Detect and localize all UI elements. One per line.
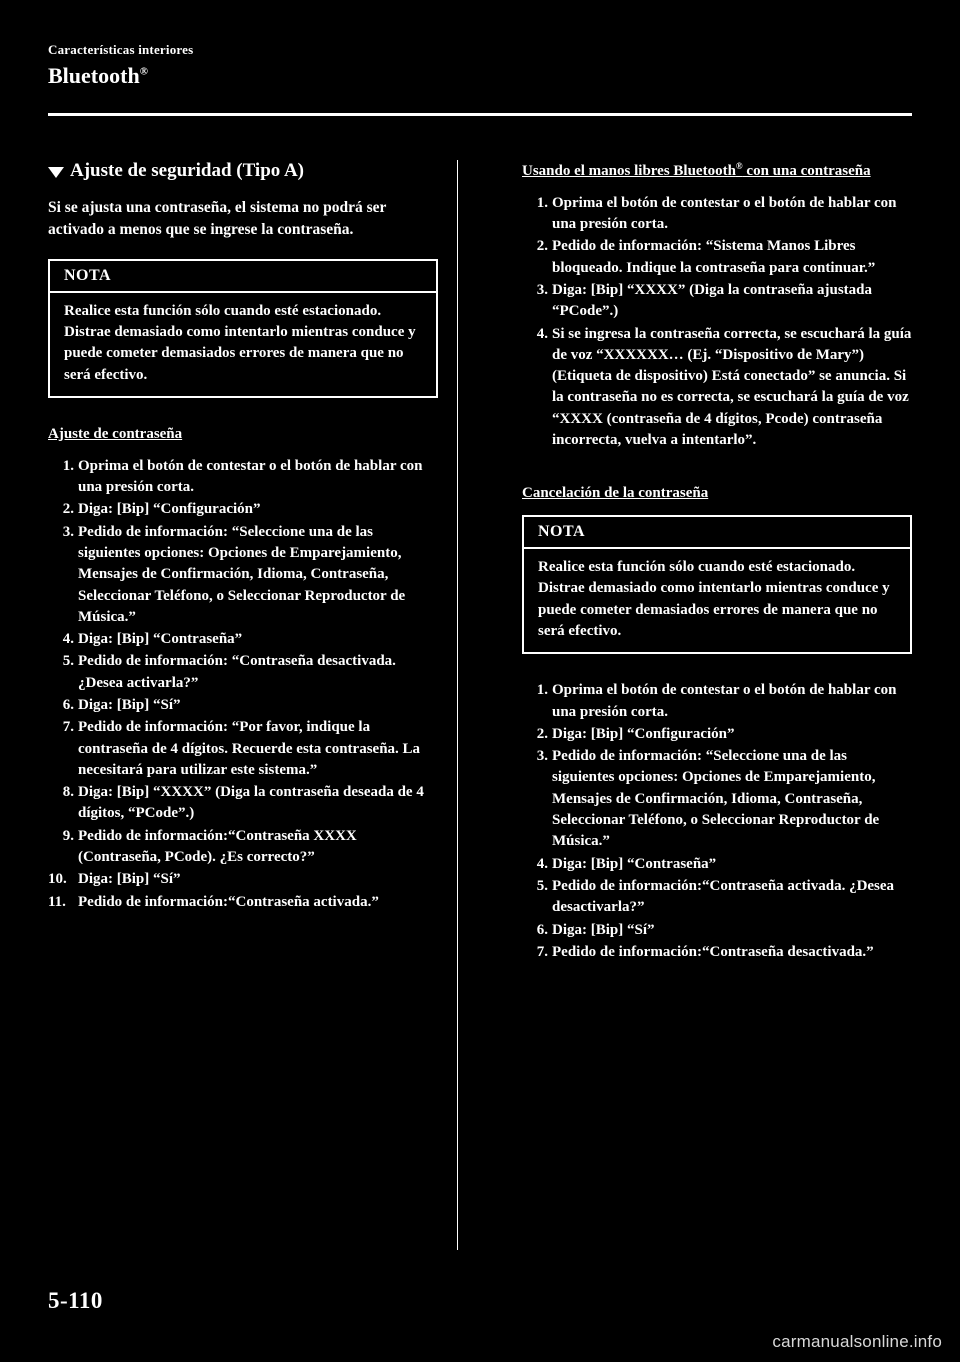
list-item [522, 324, 912, 452]
list-item [48, 869, 438, 890]
list-item [522, 746, 912, 852]
note-box-left [48, 259, 438, 398]
step-text: Diga: [Bip] “Configuración” [78, 501, 261, 518]
step-number: 6. [536, 921, 548, 938]
column-divider [457, 160, 458, 1250]
list-item [48, 522, 438, 628]
step-number: 9. [62, 827, 74, 844]
step-number: 5. [62, 653, 74, 670]
step-text: Pedido de información: “Contraseña desactivada. ¿Desea activarla?” [78, 653, 396, 691]
list-item [522, 280, 912, 323]
step-text: Diga: [Bip] “Contraseña” [78, 631, 243, 648]
step-number: 4. [536, 855, 548, 872]
list-item [48, 826, 438, 869]
list-item [48, 499, 438, 520]
step-number: 2. [536, 238, 548, 255]
page-title-text: Bluetooth [48, 62, 140, 88]
page-header [48, 42, 912, 88]
page-number: 5-110 [48, 1288, 103, 1313]
steps-list-password-setup [48, 456, 438, 913]
section-heading [48, 160, 438, 183]
step-text: Pedido de información:“Contraseña activada.” [78, 893, 379, 910]
step-text: Pedido de información:“Contraseña XXXX (Contraseña, PCode). ¿Es correcto?” [78, 827, 357, 866]
step-number: 2. [62, 501, 74, 518]
step-number: 6. [62, 697, 74, 713]
step-text: Diga: [Bip] “Configuración” [552, 725, 735, 742]
step-text: Pedido de información: “Sistema Manos Libres bloqueado. Indique la contraseña para continuar.” [552, 238, 876, 276]
step-text: Diga: [Bip] “XXXX” (Diga la contraseña ajustada “PCode”.) [552, 281, 872, 320]
subsection-heading-password-cancel: Cancelación de la contraseña [522, 485, 709, 502]
list-item [48, 456, 438, 499]
page-title [48, 64, 912, 88]
step-text: Diga: [Bip] “Contraseña” [552, 855, 717, 872]
right-column [522, 160, 912, 979]
step-text: Diga: [Bip] “Sí” [78, 871, 181, 888]
triangle-bullet-icon [48, 167, 64, 178]
step-number: 3. [536, 748, 548, 765]
list-item [522, 942, 912, 963]
list-item [522, 854, 912, 875]
step-number: 3. [62, 523, 74, 540]
registered-mark-icon: ® [139, 65, 148, 78]
step-number: 1. [536, 194, 548, 211]
note-body: Realice esta función sólo cuando esté estacionado. Distrae demasiado como intentarlo mientras conduce y puede cometer demasiados errores de manera que no será efectivo. [538, 559, 890, 639]
subsection-heading-handsfree-password [522, 160, 912, 183]
step-number: 2. [536, 725, 548, 742]
step-number: 7. [62, 719, 74, 736]
steps-list-password-cancel [522, 680, 912, 963]
step-text: Oprima el botón de contestar o el botón de hablar con una presión corta. [552, 682, 897, 720]
step-number: 4. [536, 325, 548, 342]
left-column [48, 160, 438, 929]
step-number: 11. [48, 893, 66, 910]
list-item [48, 782, 438, 825]
section-heading-label: Ajuste de seguridad (Tipo A) [70, 160, 305, 181]
list-item [522, 876, 912, 919]
step-text: Si se ingresa la contraseña correcta, se escuchará la guía de voz “XXXXXX… (Ej. “Dispositivo de Mary”) (Etiqueta de dispositivo) Está conectado” se anuncia. Si la contraseña no es correcta, se escuchará la guía de voz “XXXX (contraseña de 4 dígitos, Pcode) contraseña incorrecta, vuelva a intentarlo”. [552, 325, 912, 449]
step-text: Diga: [Bip] “Sí” [78, 697, 181, 713]
step-number: 8. [62, 784, 74, 801]
header-kicker: Características interiores [48, 42, 194, 57]
subsection-heading-text: Usando el manos libres Bluetooth [522, 163, 736, 179]
intro-paragraph: Si se ajusta una contraseña, el sistema no podrá ser activado a menos que se ingrese la contraseña. [48, 198, 387, 238]
step-text: Pedido de información: “Seleccione una de las siguientes opciones: Opciones de Emparejamiento, Mensajes de Confirmación, Idioma, Contraseña, Seleccionar Teléfono, o Seleccionar Reproductor de Música.” [552, 748, 880, 850]
step-text: Oprima el botón de contestar o el botón de hablar con una presión corta. [552, 194, 897, 233]
list-item [48, 629, 438, 650]
note-title: NOTA [524, 517, 910, 549]
step-number: 5. [536, 877, 548, 894]
note-body: Realice esta función sólo cuando esté estacionado. Distrae demasiado como intentarlo mientras conduce y puede cometer demasiados errores de manera que no será efectivo. [64, 302, 416, 383]
list-item [522, 920, 912, 941]
list-item [522, 193, 912, 236]
list-item [48, 695, 438, 716]
step-text: Pedido de información: “Seleccione una de las siguientes opciones: Opciones de Emparejamiento, Mensajes de Confirmación, Idioma, Contraseña, Seleccionar Teléfono, o Seleccionar Reproductor de Música.” [78, 523, 406, 625]
step-text: Pedido de información:“Contraseña desactivada.” [552, 943, 874, 960]
registered-mark-icon: ® [735, 161, 743, 171]
subsection-heading-text-cont: con una contraseña [742, 163, 871, 179]
list-item [48, 651, 438, 694]
note-box-right [522, 515, 912, 654]
step-text: Pedido de información:“Contraseña activada. ¿Desea desactivarla?” [552, 877, 895, 916]
step-number: 10. [48, 871, 67, 888]
header-divider [48, 113, 912, 116]
step-number: 4. [62, 631, 74, 648]
step-text: Oprima el botón de contestar o el botón de hablar con una presión corta. [78, 457, 423, 496]
step-number: 1. [536, 682, 548, 699]
watermark: carmanualsonline.info [772, 1332, 942, 1351]
subsection-heading-password-setup: Ajuste de contraseña [48, 425, 183, 442]
step-number: 7. [536, 943, 548, 960]
step-text: Diga: [Bip] “Sí” [552, 921, 655, 938]
step-number: 3. [536, 281, 548, 298]
step-number: 1. [62, 457, 74, 474]
list-item [522, 680, 912, 723]
list-item [48, 717, 438, 781]
step-text: Pedido de información: “Por favor, indique la contraseña de 4 dígitos. Recuerde esta contraseña. La necesitará para utilizar este sistema.” [78, 719, 421, 778]
list-item [522, 236, 912, 279]
note-title: NOTA [50, 261, 436, 293]
list-item [522, 724, 912, 745]
step-text: Diga: [Bip] “XXXX” (Diga la contraseña deseada de 4 dígitos, “PCode”.) [78, 784, 424, 822]
list-item [48, 892, 438, 913]
steps-list-using-handsfree [522, 193, 912, 452]
